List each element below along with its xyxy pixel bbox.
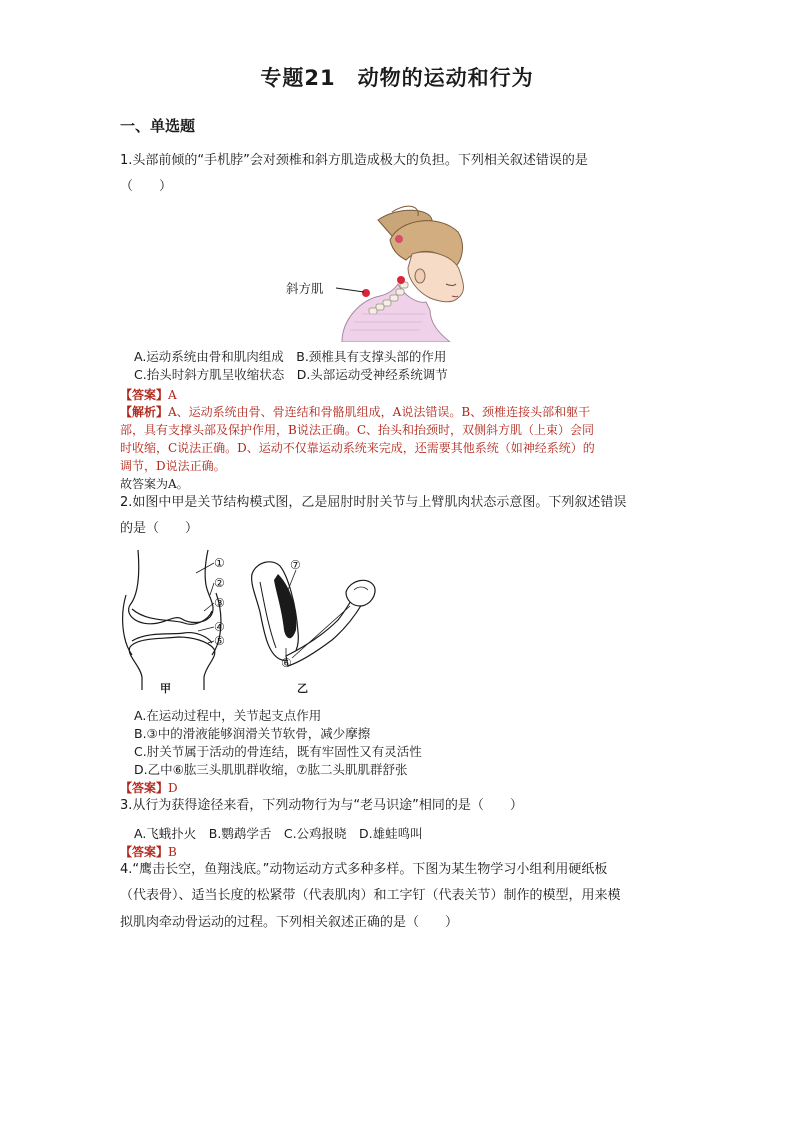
q1-answer-tag: 【答案】 [120, 388, 169, 402]
q1-stem-line2: （ ） [120, 179, 173, 194]
q4-stem-line2: （代表骨）、适当长度的松紧带（代表肌肉）和工字钉（代表关节）制作的模型，用来模 [120, 888, 621, 903]
q1-figure-label: 斜方肌 [286, 281, 324, 296]
label-2: ② [214, 576, 225, 590]
page-title [0, 62, 794, 92]
q3-answer-tag: 【答案】 [120, 845, 169, 859]
figure-yi-label: 乙 [297, 682, 308, 695]
label-7: ⑦ [290, 558, 301, 572]
label-5: ⑤ [214, 634, 225, 648]
q2-answer-value: D [168, 781, 178, 795]
section-heading: 一、单选题 [120, 117, 196, 135]
q1-answer-value: A [168, 388, 177, 402]
q2-option-d: D.乙中⑥肱三头肌肌群收缩，⑦肱二头肌肌群舒张 [134, 762, 408, 777]
q3-stem: 3.从行为获得途径来看，下列动物行为与“老马识途”相同的是（ ） [120, 798, 523, 813]
q2-stem-line1: 2.如图中甲是关节结构模式图，乙是屈肘时肘关节与上臂肌肉状态示意图。下列叙述错误 [120, 495, 627, 510]
title-main: 专题21 [260, 66, 336, 90]
label-6: ⑥ [281, 656, 292, 670]
q3-options: A.飞蛾扑火 B.鹦鹉学舌 C.公鸡报晓 D.雄蛙鸣叫 [134, 826, 423, 841]
q1-stem-line1: 1.头部前倾的“手机脖”会对颈椎和斜方肌造成极大的负担。下列相关叙述错误的是 [120, 153, 588, 168]
q1-options-line1: A.运动系统由骨和肌肉组成 B.颈椎具有支撑头部的作用 [134, 349, 447, 364]
q1-explanation-line2: 部，具有支撑头部及保护作用，B说法正确。C、抬头和抬颈时，双侧斜方肌（上束）会同 [120, 423, 595, 437]
q1-options-line2: C.抬头时斜方肌呈收缩状态 D.头部运动受神经系统调节 [134, 367, 448, 382]
q4-stem-line1: 4.“鹰击长空，鱼翔浅底。”动物运动方式多种多样。下图为某生物学习小组利用硬纸板 [120, 862, 608, 877]
q4-stem-line3: 拟肌肉牵动骨运动的过程。下列相关叙述正确的是（ ） [120, 915, 459, 930]
q2-answer-tag: 【答案】 [120, 781, 169, 795]
q2-answer [120, 779, 178, 796]
elbow-flexion-diagram [246, 552, 386, 682]
q1-exp-tag: 【解析】 [120, 405, 169, 419]
q3-answer-value: B [168, 845, 177, 859]
label-4: ④ [214, 620, 225, 634]
q3-answer [120, 843, 177, 860]
q1-exp-text1: A、运动系统由骨、骨连结和骨骼肌组成，A说法错误。B、颈椎连接头部和躯干 [168, 405, 591, 419]
title-sub: 动物的运动和行为 [357, 66, 534, 90]
q2-option-b: B.③中的滑液能够润滑关节软骨，减少摩擦 [134, 726, 371, 741]
q1-neck-figure [280, 200, 480, 342]
q1-conclusion: 故答案为A。 [120, 477, 189, 491]
q1-explanation-line3: 时收缩，C说法正确。D、运动不仅靠运动系统来完成，还需要其他系统（如神经系统）的 [120, 441, 595, 455]
q2-option-a: A.在运动过程中，关节起支点作用 [134, 708, 322, 723]
figure-jia-label: 甲 [160, 682, 171, 695]
q1-explanation-line4: 调节，D说法正确。 [120, 459, 226, 473]
q2-option-c: C.肘关节属于活动的骨连结，既有牢固性又有灵活性 [134, 744, 422, 759]
label-1: ① [214, 556, 225, 570]
q1-explanation-line1 [120, 403, 590, 421]
q2-stem-line2: 的是（ ） [120, 521, 199, 536]
q1-answer [120, 386, 177, 403]
label-3: ③ [214, 596, 225, 610]
